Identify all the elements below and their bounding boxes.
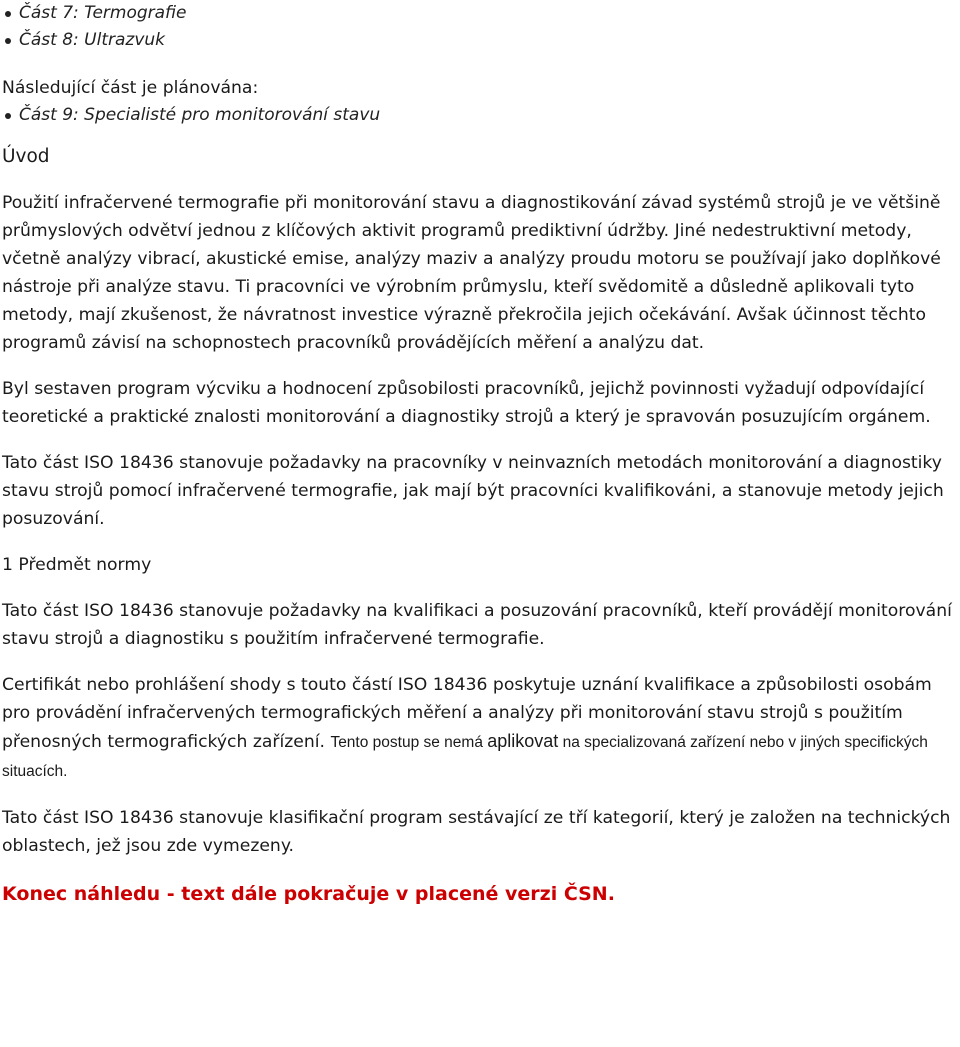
scope-paragraph-3: Tato část ISO 18436 stanovuje klasifikační program sestávající ze tří kategorií, který je založen na technických oblastech, jež jsou zde vymezeny. (2, 808, 951, 856)
scope-paragraph-2-part-c: aplikovat (487, 731, 559, 751)
list-item: Část 7: Termografie (19, 0, 958, 27)
scope-paragraph-2-part-d: na specializovaná zařízení nebo v jiných specifických situacích. (2, 734, 928, 780)
scope-paragraph-2-part-a: přenosných termografických zařízení. (2, 732, 331, 752)
intro-paragraph-2: Byl sestaven program výcviku a hodnocení způsobilosti pracovníků, jejichž povinnosti vyžadují odpovídající teoretické a praktické znalosti monitorování a diagnostiky strojů a který je spravován posuzujícím orgánem. (2, 379, 931, 427)
scope-paragraph-2 (2, 671, 958, 786)
list-item: Část 8: Ultrazvuk (19, 27, 958, 54)
intro-heading: Úvod (2, 146, 50, 167)
scope-paragraph-1: Tato část ISO 18436 stanovuje požadavky na kvalifikaci a posuzování pracovníků, kteří provádějí monitorování stavu strojů a diagnostiku s použitím infračervené termografie. (2, 601, 952, 649)
scope-paragraph-2-line1: Certifikát nebo prohlášení shody s touto částí ISO 18436 poskytuje uznání kvalifikace a způsobilosti osobám pro provádění infračervených termografických měření a analýzy při monitorování stavu strojů s použitím (2, 675, 932, 723)
intro-paragraph-1: Použití infračervené termografie při monitorování stavu a diagnostikování závad systémů strojů je ve většině průmyslových odvětví jednou z klíčových aktivit programů prediktivní údržby. Jiné nedestruktivní metody, včetně analýzy vibrací, akustické emise, analýzy maziv a analýzy proudu motoru se používají jako doplňkové nástroje při analýze stavu. Ti pracovníci ve výrobním průmyslu, kteří svědomitě a důsledně aplikovali tyto metody, mají zkušenost, že návratnost investice výrazně překročila jejich očekávání. Avšak účinnost těchto programů závisí na schopnostech pracovníků provádějících měření a analýzu dat. (2, 193, 941, 353)
preview-end-note: Konec náhledu - text dále pokračuje v placené verzi ČSN. (2, 883, 615, 905)
parts-list (2, 0, 958, 54)
section-heading: 1 Předmět normy (2, 555, 152, 575)
intro-paragraph-3: Tato část ISO 18436 stanovuje požadavky na pracovníky v neinvazních metodách monitorování a diagnostiky stavu strojů pomocí infračervené termografie, jak mají být pracovníci kvalifikováni, a stanovuje metody jejich posuzování. (2, 453, 944, 529)
scope-paragraph-2-part-b: Tento postup se nemá (330, 734, 488, 751)
planned-heading: Následující část je plánována: (2, 78, 259, 98)
list-item: Část 9: Specialisté pro monitorování stavu (19, 102, 958, 129)
planned-parts-list (2, 102, 958, 129)
